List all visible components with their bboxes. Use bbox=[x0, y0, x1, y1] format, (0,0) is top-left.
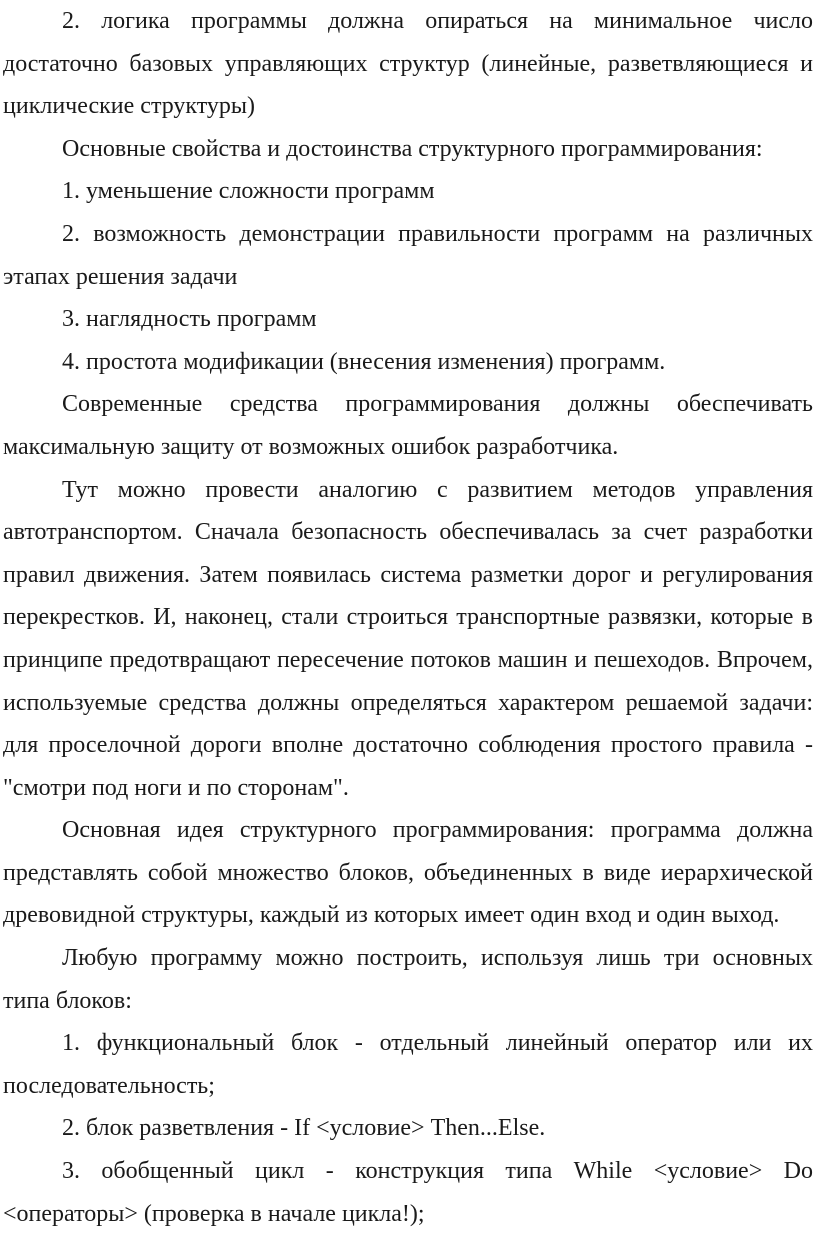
paragraph-traffic-analogy: Тут можно провести аналогию с развитием методов управления автотранспортом. Сначала безопасность обеспечивалась за счет разработки правил движения. Затем появилась система разметки дорог и регулирования перекрестков. И, наконец, стали строиться транспортные развязки, которые в принципе предотвращают пересечение потоков машин и пешеходов. Впрочем, используемые средства должны определяться характером решаемой задачи: для проселочной дороги вполне достаточно соблюдения простого правила - "смотри под ноги и по сторонам". bbox=[3, 476, 813, 801]
paragraph-main-idea: Основная идея структурного программирования: программа должна представлять собой множество блоков, объединенных в виде иерархической древовидной структуры, каждый из которых имеет один вход и один выход. bbox=[3, 817, 813, 929]
document-page bbox=[3, 0, 813, 1235]
paragraph-properties-heading: Основные свойства и достоинства структурного программирования: bbox=[62, 135, 763, 162]
paragraph-block-types: Любую программу можно построить, используя лишь три основных типа блоков: bbox=[3, 945, 813, 1014]
list-item-clarity: 3. наглядность программ bbox=[62, 306, 317, 333]
paragraph-logic-rule: 2. логика программы должна опираться на минимальное число достаточно базовых управляющих структур (линейные, разветвляющиеся и циклические структуры) bbox=[3, 8, 813, 120]
list-item-modification: 4. простота модификации (внесения изменения) программ. bbox=[62, 348, 666, 375]
list-item-correctness: 2. возможность демонстрации правильности программ на различных этапах решения задачи bbox=[3, 220, 813, 290]
paragraph-modern-tools: Современные средства программирования должны обеспечивать максимальную защиту от возможных ошибок разработчика. bbox=[3, 391, 813, 460]
list-item-branch-block: 2. блок разветвления - If <условие> Then...Else. bbox=[62, 1115, 546, 1142]
list-item-complexity: 1. уменьшение сложности программ bbox=[62, 178, 435, 205]
list-item-loop-block: 3. обобщенный цикл - конструкция типа While <условие> Do <операторы> (проверка в начале цикла!); bbox=[3, 1158, 813, 1227]
list-item-functional-block: 1. функциональный блок - отдельный линейный оператор или их последовательность; bbox=[3, 1030, 813, 1099]
